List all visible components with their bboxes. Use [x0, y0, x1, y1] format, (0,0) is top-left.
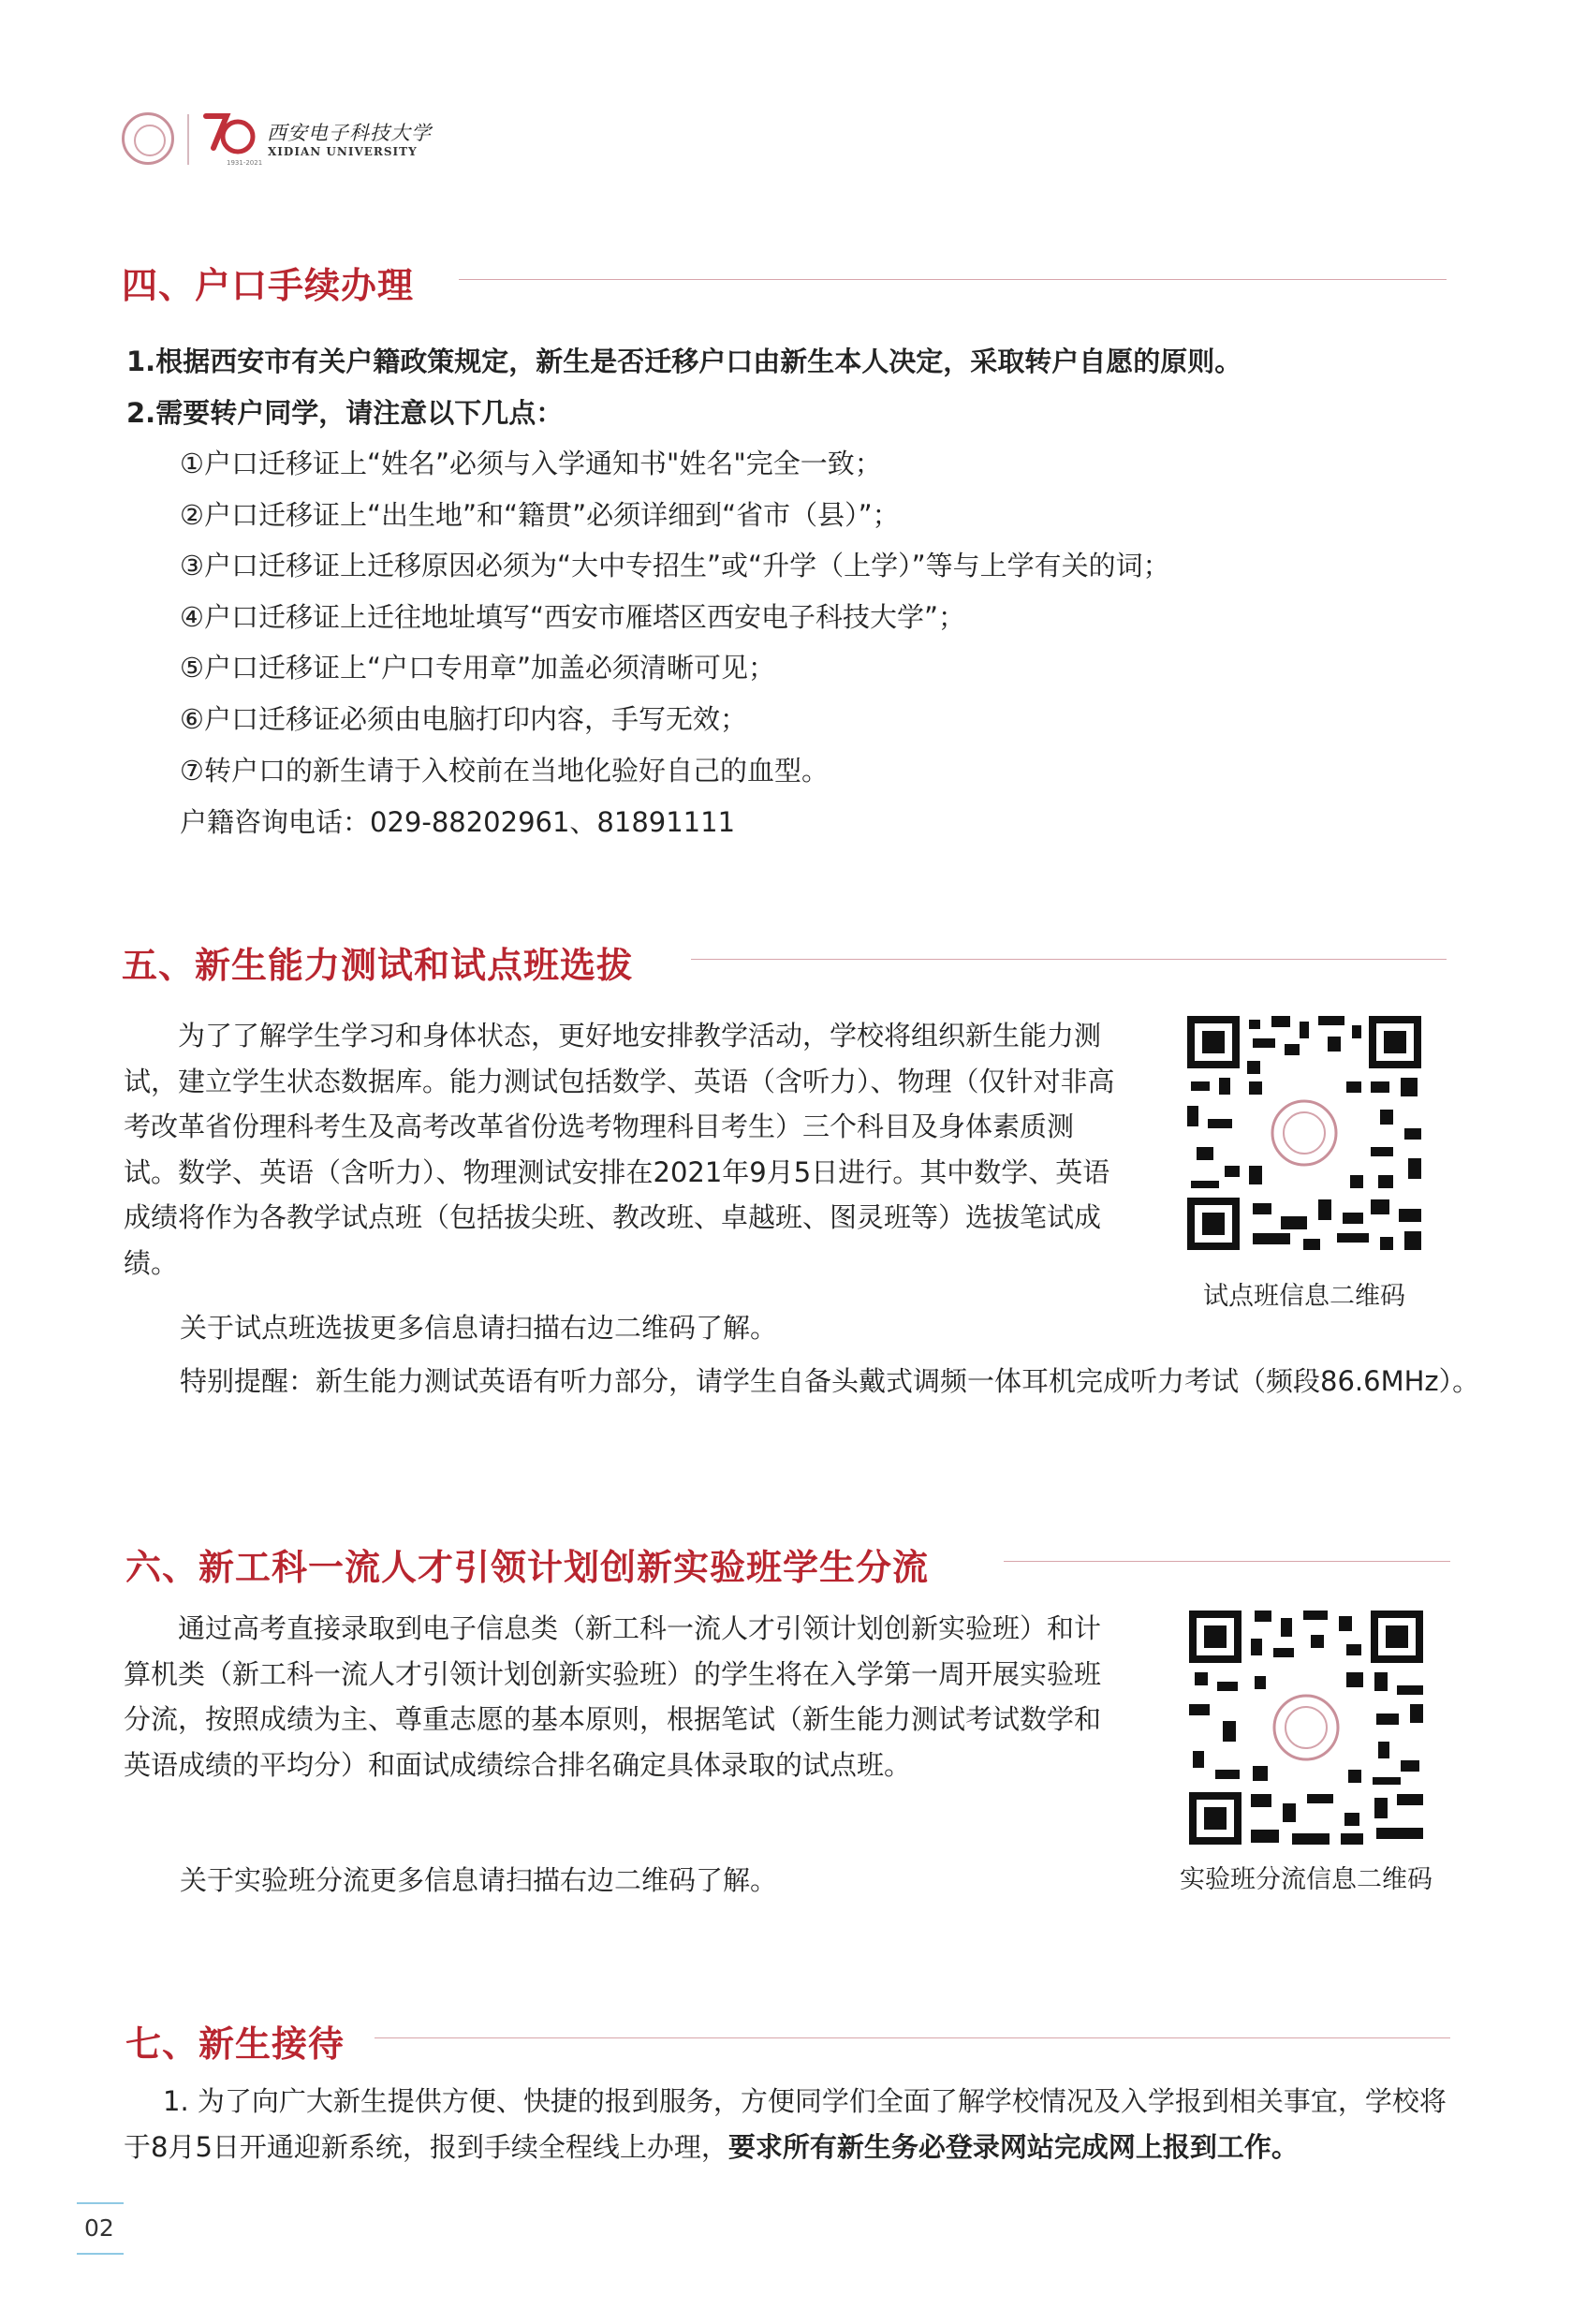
- page-number: 02: [84, 2214, 114, 2242]
- university-name-en: XIDIAN UNIVERSITY: [268, 145, 418, 158]
- section7-rule: [375, 2037, 1450, 2038]
- section4-title: 四、户口手续办理: [122, 265, 415, 306]
- university-name-cn: 西安电子科技大学: [267, 122, 432, 144]
- section4-item-7: ⑦转户口的新生请于入校前在当地化验好自己的血型。: [180, 755, 829, 787]
- section5-paragraph: 为了了解学生学习和身体状态，更好地安排教学活动，学校将组织新生能力测试，建立学生状态数据库。能力测试包括数学、英语（含听力）、物理（仅针对非高考改革省份理科考生及高考改革省份选考物理科目考生）三个科目及身体素质测试。数学、英语（含听力）、物理测试安排在2021年9月5日进行。其中数学、英语成绩将作为各教学试点班（包括拔尖班、教改班、卓越班、图灵班等）选拔笔试成绩。: [124, 1020, 1115, 1279]
- section5-rule: [691, 959, 1447, 960]
- trial-class-qr-code[interactable]: [1187, 1016, 1421, 1250]
- experimental-class-qr-code[interactable]: [1189, 1611, 1423, 1845]
- section4-item-3: ③户口迁移证上迁移原因必须为“大中专招生”或“升学（上学）”等与上学有关的词；: [180, 550, 1170, 581]
- section7-title: 七、新生接待: [125, 2023, 345, 2065]
- section4-item-4: ④户口迁移证上迁往地址填写“西安市雁塔区西安电子科技大学”；: [180, 601, 966, 633]
- section6-rule: [1004, 1561, 1450, 1562]
- anniversary-years: 1931-2021: [227, 159, 263, 167]
- section4-line2: 2.需要转户同学，请注意以下几点：: [126, 397, 564, 429]
- section5-more-info: 关于试点班选拔更多信息请扫描右边二维码了解。: [180, 1312, 778, 1344]
- trial-class-qr-caption: 试点班信息二维码: [1203, 1282, 1405, 1311]
- section6-more-info: 关于实验班分流更多信息请扫描右边二维码了解。: [180, 1864, 778, 1896]
- section5-reminder: 特别提醒：新生能力测试英语有听力部分，请学生自备头戴式调频一体耳机完成听力考试（频段86.6MHz）。: [180, 1365, 1480, 1397]
- section4-phone: 户籍咨询电话：029-88202961、81891111: [180, 806, 736, 838]
- section5-title: 五、新生能力测试和试点班选拔: [122, 945, 634, 986]
- section7-paragraph: 1. 为了向广大新生提供方便、快捷的报到服务，方便同学们全面了解学校情况及入学报到相关事宜，学校将于8月5日开通迎新系统，报到手续全程线上办理，要求所有新生务必登录网站完成网上报到工作。: [124, 2085, 1447, 2163]
- section6-title: 六、新工科一流人才引领计划创新实验班学生分流: [125, 1547, 930, 1588]
- section4-item-6: ⑥户口迁移证必须由电脑打印内容，手写无效；: [180, 703, 747, 735]
- experimental-class-qr-caption: 实验班分流信息二维码: [1180, 1865, 1432, 1894]
- section4-item-5: ⑤户口迁移证上“户口专用章”加盖必须清晰可见；: [180, 652, 776, 684]
- logo-divider: [187, 114, 189, 165]
- section4-line1: 1.根据西安市有关户籍政策规定，新生是否迁移户口由新生本人决定，采取转户自愿的原则。: [126, 346, 1242, 377]
- section6-paragraph: 通过高考直接录取到电子信息类（新工科一流人才引领计划创新实验班）和计算机类（新工科一流人才引领计划创新实验班）的学生将在入学第一周开展实验班分流，按照成绩为主、尊重志愿的基本原则，根据笔试（新生能力测试考试数学和英语成绩的平均分）和面试成绩综合排名确定具体录取的试点班。: [124, 1612, 1102, 1781]
- university-seal-icon: [122, 112, 174, 165]
- page-number-top-rule: [77, 2202, 124, 2204]
- section7-emphasis: 要求所有新生务必登录网站完成网上报到工作。: [727, 2130, 1299, 2163]
- section4-item-1: ①户口迁移证上“姓名”必须与入学通知书"姓名"完全一致；: [180, 448, 882, 479]
- page-number-bottom-rule: [77, 2253, 124, 2255]
- section4-item-2: ②户口迁移证上“出生地”和“籍贯”必须详细到“省市（县）”；: [180, 499, 900, 531]
- section4-rule: [459, 279, 1447, 280]
- anniversary-70-icon: [198, 110, 263, 169]
